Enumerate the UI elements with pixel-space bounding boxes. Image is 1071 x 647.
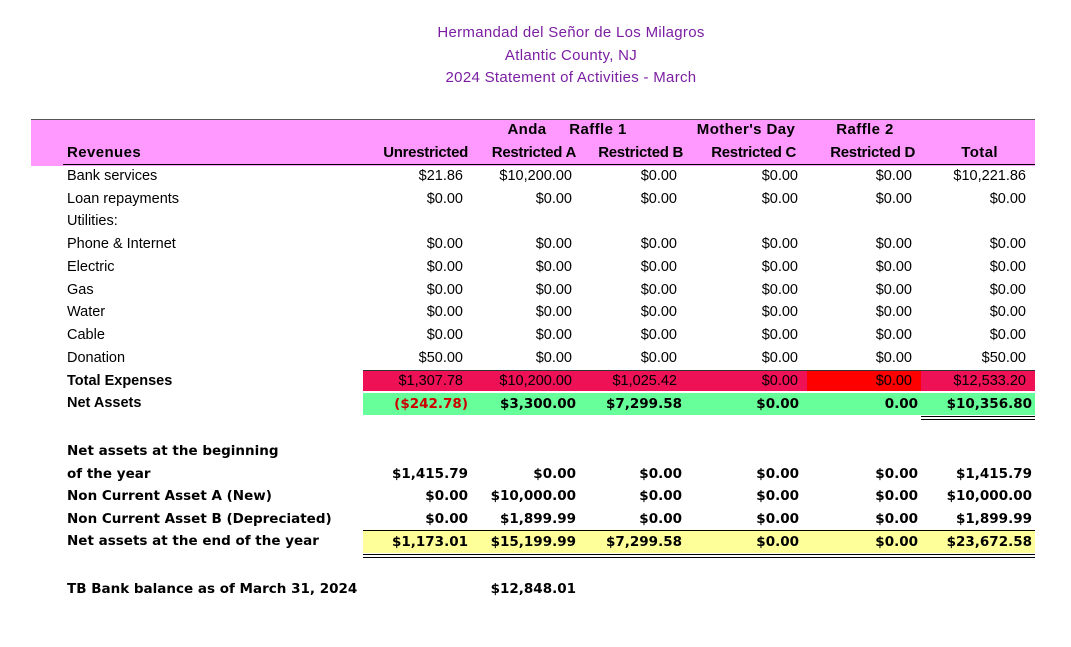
row-value: $0.00 bbox=[426, 304, 463, 320]
row-label-gas: Gas bbox=[67, 282, 94, 298]
row-label-electric: Electric bbox=[67, 259, 115, 275]
nca-b-value: $1,899.99 bbox=[499, 511, 576, 527]
row-value: $0.00 bbox=[426, 236, 463, 252]
end-of-year-value: $15,199.99 bbox=[490, 534, 576, 550]
row-value: $0.00 bbox=[426, 327, 463, 343]
row-label-bank-services: Bank services bbox=[67, 168, 158, 184]
nca-a-value: $0.00 bbox=[425, 488, 468, 504]
end-of-year-label: Net assets at the end of the year bbox=[67, 533, 319, 549]
row-label-water: Water bbox=[67, 304, 106, 320]
nca-a-value: $0.00 bbox=[756, 488, 799, 504]
row-value: $0.00 bbox=[875, 191, 912, 207]
row-value: $0.00 bbox=[640, 304, 677, 320]
row-value: $0.00 bbox=[989, 327, 1026, 343]
bank-balance-label: TB Bank balance as of March 31, 2024 bbox=[67, 581, 358, 597]
row-value: $0.00 bbox=[875, 168, 912, 184]
row-value: $21.86 bbox=[418, 168, 463, 184]
row-value: $0.00 bbox=[875, 327, 912, 343]
row-value: $0.00 bbox=[640, 236, 677, 252]
nca-b-value: $0.00 bbox=[875, 511, 918, 527]
nca-a-value: $10,000.00 bbox=[490, 488, 576, 504]
row-value: $0.00 bbox=[535, 236, 572, 252]
row-value: $0.00 bbox=[875, 282, 912, 298]
nca-a-value: $0.00 bbox=[875, 488, 918, 504]
row-value: $0.00 bbox=[989, 304, 1026, 320]
begin-value: $0.00 bbox=[533, 466, 576, 482]
begin-value: $1,415.79 bbox=[391, 466, 468, 482]
total-expenses-value: $12,533.20 bbox=[953, 373, 1026, 389]
row-label-loan-repayments: Loan repayments bbox=[67, 191, 180, 207]
end-of-year-value: $23,672.58 bbox=[946, 534, 1032, 550]
net-assets-value: $10,356.80 bbox=[946, 396, 1032, 412]
total-expenses-value: $10,200.00 bbox=[499, 373, 572, 389]
row-value: $0.00 bbox=[761, 327, 798, 343]
col-header-top-c: Mother's Day bbox=[696, 121, 796, 138]
col-header-unrestricted: Unrestricted bbox=[383, 144, 468, 161]
row-value: $10,200.00 bbox=[499, 168, 572, 184]
row-value: $0.00 bbox=[875, 236, 912, 252]
row-value: $50.00 bbox=[418, 350, 463, 366]
col-header-restricted-d: Restricted D bbox=[830, 144, 915, 161]
row-value: $10,221.86 bbox=[953, 168, 1026, 184]
row-value: $0.00 bbox=[761, 282, 798, 298]
bank-balance-value: $12,848.01 bbox=[490, 581, 576, 597]
row-value: $0.00 bbox=[989, 191, 1026, 207]
row-value: $0.00 bbox=[875, 350, 912, 366]
row-value: $0.00 bbox=[535, 327, 572, 343]
nca-a-value: $0.00 bbox=[639, 488, 682, 504]
net-assets-value: $7,299.58 bbox=[605, 396, 682, 412]
net-assets-label: Net Assets bbox=[67, 395, 142, 411]
row-value: $0.00 bbox=[426, 191, 463, 207]
begin-label-1: Net assets at the beginning bbox=[67, 443, 279, 459]
row-label-utilities: Utilities: bbox=[67, 213, 118, 229]
end-of-year-value: $0.00 bbox=[875, 534, 918, 550]
net-assets-value: 0.00 bbox=[884, 396, 918, 412]
begin-value: $0.00 bbox=[639, 466, 682, 482]
row-label-cable: Cable bbox=[67, 327, 105, 343]
row-value: $0.00 bbox=[761, 350, 798, 366]
row-value: $0.00 bbox=[426, 259, 463, 275]
total-expenses-value: $0.00 bbox=[875, 373, 912, 389]
nca-a-label: Non Current Asset A (New) bbox=[67, 488, 272, 504]
county-title: Atlantic County, NJ bbox=[504, 47, 638, 64]
nca-b-value: $1,899.99 bbox=[955, 511, 1032, 527]
row-value: $0.00 bbox=[761, 304, 798, 320]
begin-label-2: of the year bbox=[67, 466, 151, 482]
total-expenses-value: $1,025.42 bbox=[612, 373, 677, 389]
row-value: $0.00 bbox=[535, 191, 572, 207]
nca-b-label: Non Current Asset B (Depreciated) bbox=[67, 511, 332, 527]
total-expenses-value: $0.00 bbox=[761, 373, 798, 389]
row-value: $0.00 bbox=[640, 282, 677, 298]
row-value: $0.00 bbox=[989, 259, 1026, 275]
revenues-header: Revenues bbox=[67, 144, 142, 161]
col-header-restricted-a: Restricted A bbox=[491, 144, 576, 161]
end-of-year-value: $0.00 bbox=[756, 534, 799, 550]
total-expenses-value: $1,307.78 bbox=[398, 373, 463, 389]
begin-value: $0.00 bbox=[756, 466, 799, 482]
end-of-year-double-rule-2 bbox=[363, 557, 1035, 558]
row-value: $0.00 bbox=[640, 191, 677, 207]
col-header-top-d: Raffle 2 bbox=[836, 121, 894, 138]
nca-b-value: $0.00 bbox=[756, 511, 799, 527]
row-value: $0.00 bbox=[640, 350, 677, 366]
net-assets-double-rule-1 bbox=[921, 416, 1035, 417]
row-value: $0.00 bbox=[535, 304, 572, 320]
net-assets-double-rule-2 bbox=[921, 419, 1035, 420]
row-value: $0.00 bbox=[535, 350, 572, 366]
total-expenses-label: Total Expenses bbox=[67, 373, 173, 389]
row-label-donation: Donation bbox=[67, 350, 126, 366]
col-header-top-b: Raffle 1 bbox=[569, 121, 627, 138]
col-header-top-a: Anda bbox=[507, 121, 547, 138]
row-value: $0.00 bbox=[761, 191, 798, 207]
end-of-year-top-rule bbox=[363, 530, 1035, 531]
col-header-restricted-c: Restricted C bbox=[711, 144, 796, 161]
row-value: $0.00 bbox=[761, 168, 798, 184]
row-value: $0.00 bbox=[761, 259, 798, 275]
header-rule bbox=[63, 164, 1035, 165]
row-value: $0.00 bbox=[989, 236, 1026, 252]
statement-title: 2024 Statement of Activities - March bbox=[445, 69, 697, 86]
row-value: $0.00 bbox=[535, 259, 572, 275]
row-value: $0.00 bbox=[640, 259, 677, 275]
begin-value: $1,415.79 bbox=[955, 466, 1032, 482]
row-value: $0.00 bbox=[989, 282, 1026, 298]
row-value: $0.00 bbox=[640, 327, 677, 343]
total-expenses-top-rule bbox=[363, 370, 1035, 371]
end-of-year-value: $7,299.58 bbox=[605, 534, 682, 550]
row-value: $0.00 bbox=[875, 304, 912, 320]
net-assets-value-negative: ($242.78) bbox=[394, 396, 468, 412]
nca-b-value: $0.00 bbox=[425, 511, 468, 527]
row-value: $0.00 bbox=[535, 282, 572, 298]
begin-value: $0.00 bbox=[875, 466, 918, 482]
col-header-restricted-b: Restricted B bbox=[598, 144, 683, 161]
net-assets-value: $0.00 bbox=[756, 396, 799, 412]
nca-b-value: $0.00 bbox=[639, 511, 682, 527]
row-value: $0.00 bbox=[426, 282, 463, 298]
row-label-phone-internet: Phone & Internet bbox=[67, 236, 176, 252]
org-title: Hermandad del Señor de Los Milagros bbox=[437, 24, 705, 41]
end-of-year-double-rule-1 bbox=[363, 554, 1035, 555]
nca-a-value: $10,000.00 bbox=[946, 488, 1032, 504]
end-of-year-value: $1,173.01 bbox=[391, 534, 468, 550]
net-assets-value: $3,300.00 bbox=[499, 396, 576, 412]
col-header-total: Total bbox=[961, 144, 998, 161]
row-value: $0.00 bbox=[640, 168, 677, 184]
row-value: $0.00 bbox=[761, 236, 798, 252]
row-value: $0.00 bbox=[875, 259, 912, 275]
row-value: $50.00 bbox=[981, 350, 1026, 366]
